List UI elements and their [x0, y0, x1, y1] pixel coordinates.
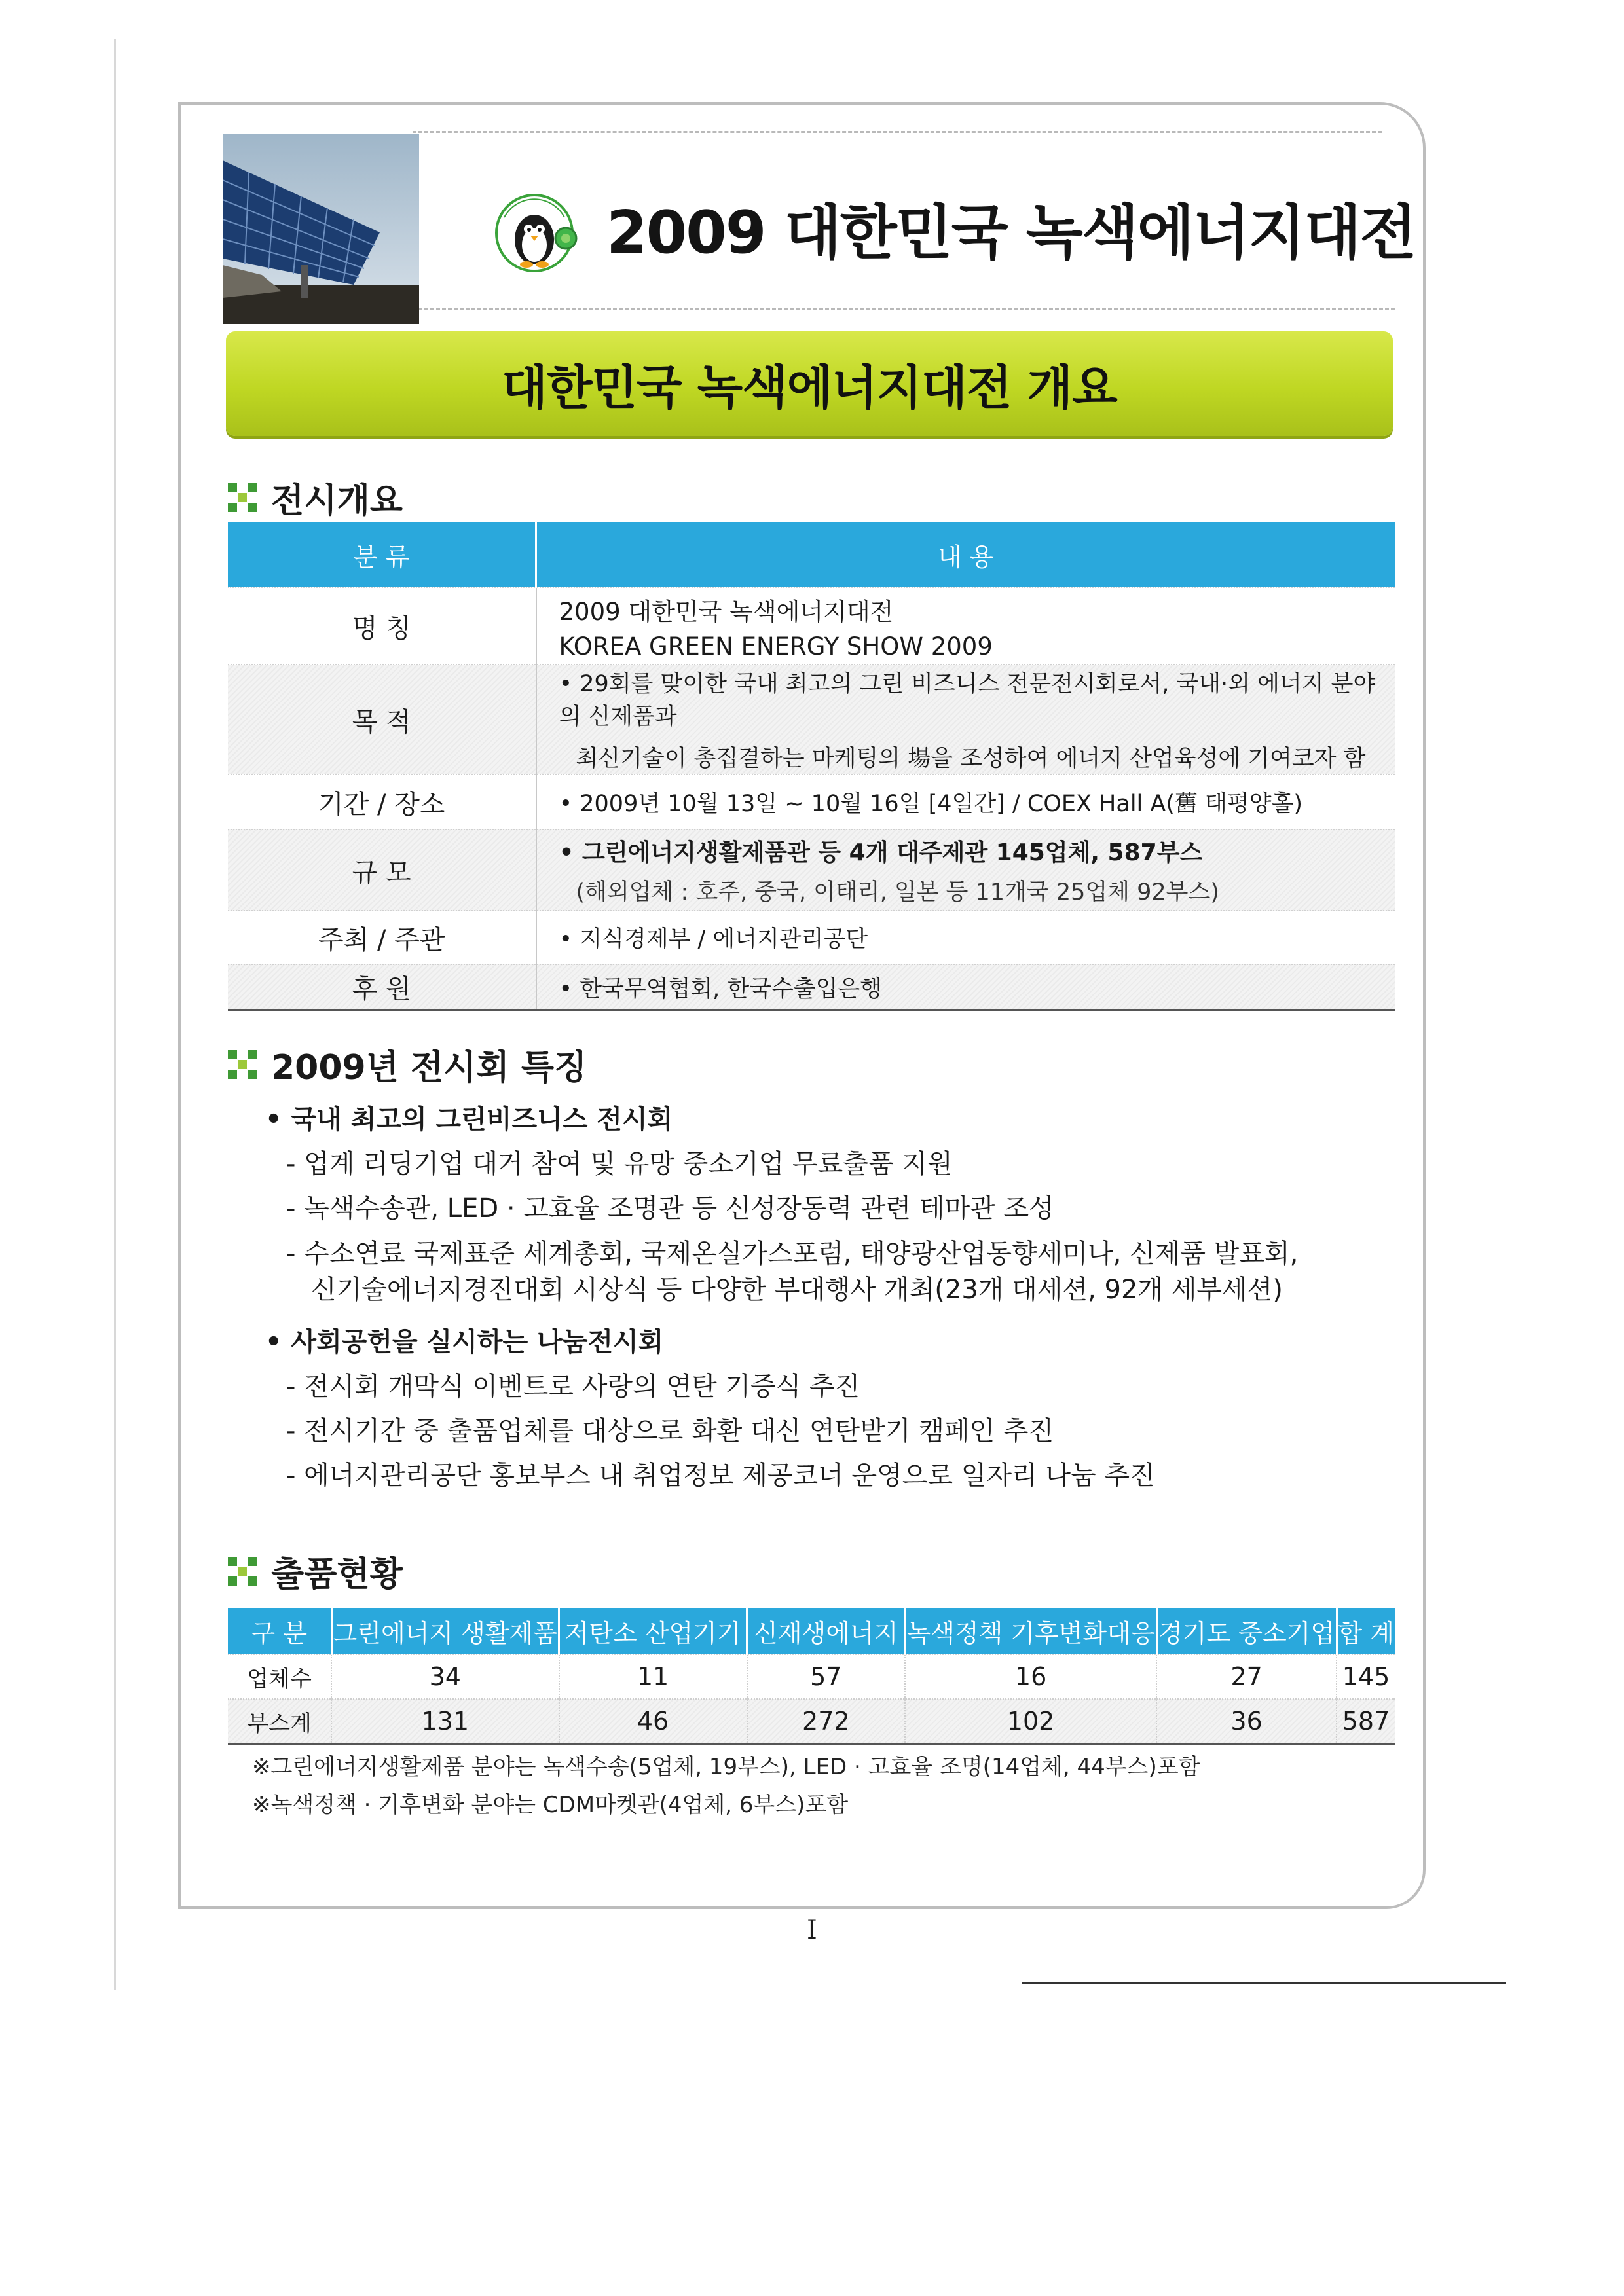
section-title: 2009년 전시회 특징	[271, 1048, 587, 1087]
section-title: 전시개요	[271, 481, 403, 520]
column-header: 구 분	[228, 1608, 331, 1654]
solar-panel-photo	[223, 134, 419, 324]
overview-banner	[226, 331, 1393, 436]
row-key: 주최 / 주관	[228, 911, 536, 964]
exhibition-overview-table	[228, 522, 1395, 1011]
table-cell: 46	[559, 1699, 747, 1744]
value-line: KOREA GREEN ENERGY SHOW 2009	[559, 632, 993, 661]
feature-item: - 에너지관리공단 홍보부스 내 취업정보 제공코너 운영으로 일자리 나눔 추진	[286, 1461, 1155, 1491]
table-cell: 11	[559, 1654, 747, 1699]
header-dash-bottom	[413, 308, 1395, 310]
table-row	[228, 1699, 1395, 1744]
column-header: 경기도 중소기업	[1156, 1608, 1337, 1654]
exhibitor-status-table	[228, 1608, 1395, 1745]
value-line: 2009 대한민국 녹색에너지대전	[559, 597, 894, 626]
column-header: 녹색정책 기후변화대응	[905, 1608, 1156, 1654]
column-header-content: 내 용	[536, 522, 1395, 587]
table-cell: 145	[1337, 1654, 1395, 1699]
table-cell: 102	[905, 1699, 1156, 1744]
note-line: ※그린에너지생활제품 분야는 녹색수송(5업체, 19부스), LED · 고효율 조명(14업체, 44부스)포함	[252, 1754, 1200, 1780]
feature-group-sharing	[265, 1320, 1155, 1498]
section-heading-exhibition-overview	[228, 473, 403, 522]
column-header-category: 분 류	[228, 522, 536, 587]
table-row	[228, 587, 1395, 665]
table-cell: 57	[747, 1654, 905, 1699]
row-value: • 한국무역협회, 한국수출입은행	[536, 964, 1395, 1010]
table-notes	[252, 1748, 1200, 1824]
feature-item: - 녹색수송관, LED · 고효율 조명관 등 신성장동력 관련 테마관 조성	[286, 1194, 1054, 1224]
feature-item: - 전시기간 중 출품업체를 대상으로 화환 대신 연탄받기 캠페인 추진	[286, 1416, 1054, 1446]
checker-bullet-icon	[228, 1050, 257, 1079]
table-row	[228, 665, 1395, 774]
feature-item-continuation: 신기술에너지경진대회 시상식 등 다양한 부대행사 개최(23개 대세션, 92개 세부세션)	[311, 1275, 1283, 1305]
row-value	[536, 829, 1395, 911]
feature-group-heading: • 국내 최고의 그린비즈니스 전시회	[265, 1104, 673, 1135]
row-value	[536, 665, 1395, 774]
table-row	[228, 1654, 1395, 1699]
scan-edge-line	[1022, 1982, 1506, 1984]
column-header: 그린에너지 생활제품	[331, 1608, 559, 1654]
banner-title: 대한민국 녹색에너지대전 개요	[502, 360, 1117, 415]
page-header-title: 2009 대한민국 녹색에너지대전	[606, 198, 1416, 267]
table-row	[228, 829, 1395, 911]
note-line: ※녹색정책 · 기후변화 분야는 CDM마켓관(4업체, 6부스)포함	[252, 1792, 849, 1818]
row-key: 목 적	[228, 665, 536, 774]
checker-bullet-icon	[228, 1557, 257, 1586]
value-line: 최신기술이 총집결하는 마케팅의 場을 조성하여 에너지 산업육성에 기여코자 함	[576, 746, 1366, 772]
table-cell: 부스계	[228, 1699, 331, 1744]
table-cell: 587	[1337, 1699, 1395, 1744]
table-cell: 36	[1156, 1699, 1337, 1744]
feature-group-green-business	[265, 1097, 1298, 1307]
column-header: 신재생에너지	[747, 1608, 905, 1654]
value-line: • 그린에너지생활제품관 등 4개 대주제관 145업체, 587부스	[559, 839, 1203, 866]
section-heading-2009-features	[228, 1040, 587, 1089]
header-dash-top	[413, 131, 1382, 133]
value-line: • 29회를 맞이한 국내 최고의 그린 비즈니스 전문전시회로서, 국내·외 에너지 분야의 신제품과	[559, 671, 1376, 730]
row-key: 명 칭	[228, 587, 536, 665]
table-cell: 131	[331, 1699, 559, 1744]
table-row	[228, 911, 1395, 964]
feature-item: - 수소연료 국제표준 세계총회, 국제온실가스포럼, 태양광산업동향세미나, 신제품 발표회,	[286, 1239, 1299, 1269]
scan-edge-line	[114, 39, 116, 1990]
row-value: • 2009년 10월 13일 ~ 10월 16일 [4일간] / COEX Hall A(舊 태평양홀)	[536, 774, 1395, 829]
feature-item: - 업계 리딩기업 대거 참여 및 유망 중소기업 무료출품 지원	[286, 1149, 953, 1179]
row-value	[536, 587, 1395, 665]
table-cell: 16	[905, 1654, 1156, 1699]
table-row	[228, 964, 1395, 1010]
column-header: 합 계	[1337, 1608, 1395, 1654]
value-line: (해외업체 : 호주, 중국, 이태리, 일본 등 11개국 25업체 92부스)	[576, 879, 1219, 905]
checker-bullet-icon	[228, 483, 257, 512]
table-cell: 27	[1156, 1654, 1337, 1699]
section-title: 출품현황	[271, 1555, 403, 1594]
row-value: • 지식경제부 / 에너지관리공단	[536, 911, 1395, 964]
row-key: 기간 / 장소	[228, 774, 536, 829]
penguin-mascot-logo	[492, 191, 589, 276]
section-heading-exhibitor-status	[228, 1546, 403, 1595]
table-cell: 272	[747, 1699, 905, 1744]
table-cell: 업체수	[228, 1654, 331, 1699]
feature-item: - 전시회 개막식 이벤트로 사랑의 연탄 기증식 추진	[286, 1372, 860, 1402]
row-key: 후 원	[228, 964, 536, 1010]
page-number: I	[807, 1915, 817, 1945]
table-row	[228, 774, 1395, 829]
column-header: 저탄소 산업기기	[559, 1608, 747, 1654]
table-cell: 34	[331, 1654, 559, 1699]
row-key: 규 모	[228, 829, 536, 911]
feature-group-heading: • 사회공헌을 실시하는 나눔전시회	[265, 1327, 664, 1357]
